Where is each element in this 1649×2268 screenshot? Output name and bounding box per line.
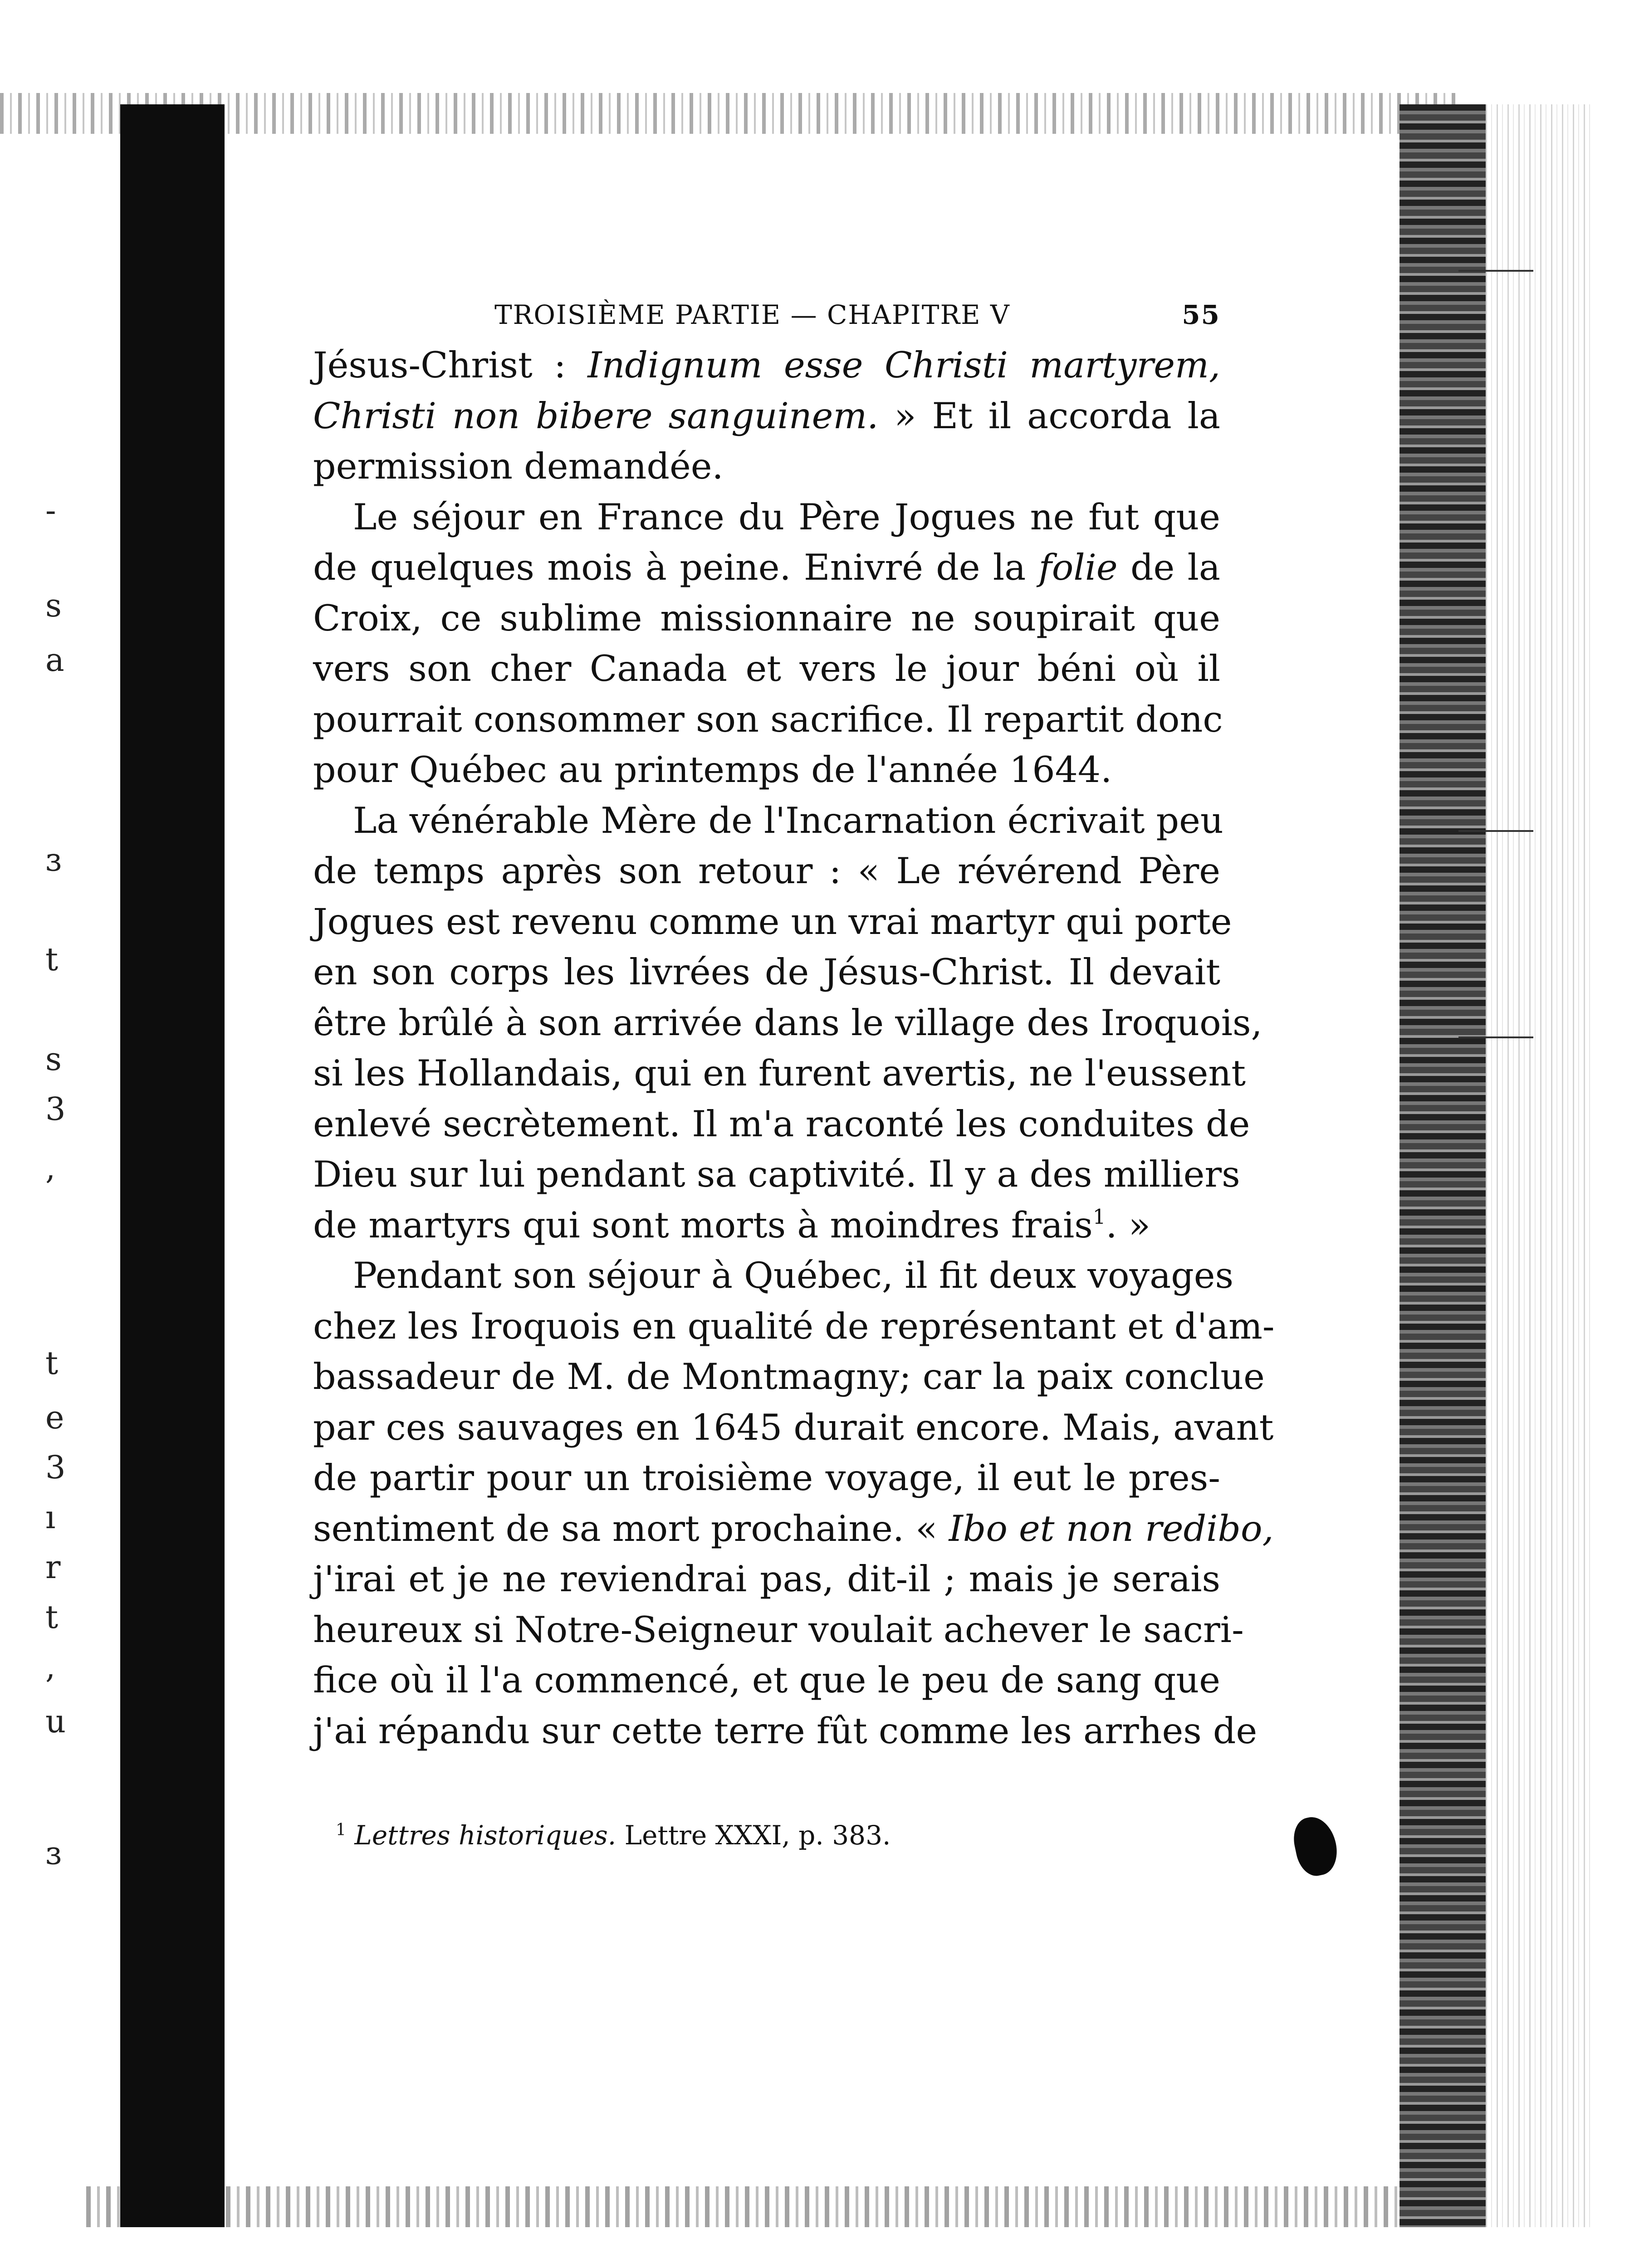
margin-glyph: 3	[45, 1449, 66, 1486]
text-line	[313, 340, 1220, 391]
text-line	[313, 1048, 1246, 1099]
binding-gutter-shadow	[120, 104, 225, 2227]
edge-rule	[1458, 830, 1533, 832]
text-segment: heureux si Notre-Seigneur voulait achever le sacri-	[313, 1608, 1244, 1651]
text-line	[313, 1200, 1220, 1251]
text-line	[313, 1504, 1274, 1554]
text-segment: bassadeur de M. de Montmagny; car la paix conclue	[313, 1356, 1265, 1398]
text-segment: Jésus-Christ :	[313, 344, 588, 386]
paragraph	[313, 492, 1223, 796]
footnote-ref: 1	[1092, 1204, 1106, 1229]
paragraph	[313, 796, 1262, 1251]
ink-blot	[1289, 1813, 1341, 1879]
margin-glyph: t	[45, 1344, 59, 1382]
scan-edge-bottom	[86, 2186, 1456, 2227]
text-segment: » Et il accorda la	[878, 395, 1220, 437]
text-segment: enlevé secrètement. Il m'a raconté les conduites de	[313, 1103, 1250, 1145]
page-number: 55	[1182, 299, 1220, 330]
footnote-reference: Lettre XXXI, p. 383.	[616, 1820, 891, 1851]
margin-glyph: ı	[45, 1499, 56, 1536]
text-line	[313, 897, 1232, 948]
text-line	[313, 1301, 1275, 1352]
text-line	[313, 745, 1220, 796]
text-line	[313, 644, 1220, 694]
text-line	[313, 1149, 1240, 1200]
margin-glyph: s	[45, 1041, 62, 1078]
text-segment: La vénérable Mère de l'Incarnation écrivait peu	[353, 799, 1223, 841]
margin-glyph: u	[45, 1703, 66, 1740]
page-edge-fringe	[1486, 104, 1590, 2227]
text-segment: être brûlé à son arrivée dans le village des Iroquois,	[313, 1002, 1262, 1044]
text-segment: par ces sauvages en 1645 durait encore. Mais, avant	[313, 1406, 1274, 1448]
text-segment: de la	[1117, 547, 1220, 588]
book-page	[313, 290, 1275, 1851]
text-segment: chez les Iroquois en qualité de représentant et d'am-	[313, 1305, 1275, 1347]
facing-page-margin-fragments	[27, 0, 118, 2268]
text-segment: Le séjour en France du Père Jogues ne fut que	[353, 496, 1220, 538]
edge-rule	[1458, 270, 1533, 272]
margin-glyph: t	[45, 941, 59, 978]
text-segment: j'irai et je ne reviendrai pas, dit-il ; mais je serais	[313, 1558, 1220, 1600]
margin-glyph: t	[45, 1598, 59, 1636]
text-line	[313, 1099, 1250, 1150]
text-line	[313, 694, 1223, 745]
text-segment: pourrait consommer son sacrifice. Il repartit donc	[313, 698, 1223, 740]
footnote	[313, 1820, 1220, 1851]
margin-glyph: s	[45, 587, 62, 624]
text-line	[313, 1655, 1220, 1706]
margin-glyph: e	[45, 1399, 64, 1436]
margin-glyph: ɜ	[45, 1834, 62, 1872]
text-line	[313, 846, 1220, 897]
text-line	[313, 947, 1220, 998]
margin-glyph: ɜ	[45, 841, 62, 878]
text-segment: Croix, ce sublime missionnaire ne soupirait que	[313, 597, 1220, 639]
text-segment: . »	[1106, 1204, 1150, 1246]
text-segment: de martyrs qui sont morts à moindres frais	[313, 1204, 1093, 1246]
text-line	[313, 593, 1220, 644]
margin-glyph: a	[45, 641, 64, 679]
margin-glyph: -	[45, 492, 56, 529]
text-segment: en son corps les livrées de Jésus-Christ. Il devait	[313, 951, 1220, 993]
text-segment: Jogues est revenu comme un vrai martyr qui porte	[313, 900, 1232, 943]
text-line	[313, 1605, 1244, 1656]
text-segment: de quelques mois à peine. Enivré de la	[313, 547, 1039, 588]
edge-rule	[1458, 1036, 1533, 1038]
running-head	[313, 290, 1220, 340]
text-segment: sentiment de sa mort prochaine. «	[313, 1507, 949, 1549]
italic-text: Ibo et non redibo,	[949, 1507, 1274, 1549]
footnote-source: Lettres historiques.	[354, 1820, 617, 1851]
text-segment: si les Hollandais, qui en furent avertis, ne l'eussent	[313, 1052, 1246, 1094]
text-line	[313, 1403, 1274, 1453]
text-segment: vers son cher Canada et vers le jour béni où il	[313, 648, 1220, 689]
margin-glyph: 3	[45, 1090, 66, 1128]
text-segment: pour Québec au printemps de l'année 1644.	[313, 749, 1112, 791]
text-segment: Pendant son séjour à Québec, il fit deux voyages	[353, 1255, 1234, 1296]
margin-glyph: r	[45, 1549, 61, 1586]
italic-text: Indignum esse Christi martyrem,	[587, 344, 1221, 386]
body-text	[313, 340, 1275, 1756]
margin-glyph: ,	[45, 1648, 56, 1686]
text-line	[313, 1352, 1265, 1403]
text-line	[313, 1554, 1220, 1605]
text-line	[313, 543, 1220, 593]
text-segment: de partir pour un troisième voyage, il eut le pres-	[313, 1457, 1220, 1499]
footnote-marker: 1	[336, 1821, 346, 1839]
text-line	[313, 492, 1220, 543]
text-segment: permission demandée.	[313, 445, 724, 487]
text-line	[313, 796, 1223, 846]
text-line	[313, 391, 1220, 442]
page-edge-right	[1399, 104, 1486, 2227]
text-segment: Dieu sur lui pendant sa captivité. Il y a des milliers	[313, 1154, 1240, 1195]
text-line	[313, 998, 1262, 1049]
running-head-title: TROISIÈME PARTIE — CHAPITRE V	[494, 299, 1010, 330]
margin-glyph: ,	[45, 1149, 56, 1187]
text-segment: de temps après son retour : « Le révérend Père	[313, 850, 1220, 892]
text-segment: j'ai répandu sur cette terre fût comme les arrhes de	[313, 1710, 1258, 1752]
text-segment: fice où il l'a commencé, et que le peu de sang que	[313, 1659, 1220, 1701]
text-line	[313, 1453, 1220, 1504]
paragraph	[313, 340, 1220, 492]
paragraph	[313, 1251, 1275, 1756]
text-line	[313, 441, 1220, 492]
italic-text: folie	[1038, 547, 1118, 588]
text-line	[313, 1251, 1234, 1301]
text-line	[313, 1706, 1258, 1757]
italic-text: Christi non bibere sanguinem.	[313, 395, 879, 437]
